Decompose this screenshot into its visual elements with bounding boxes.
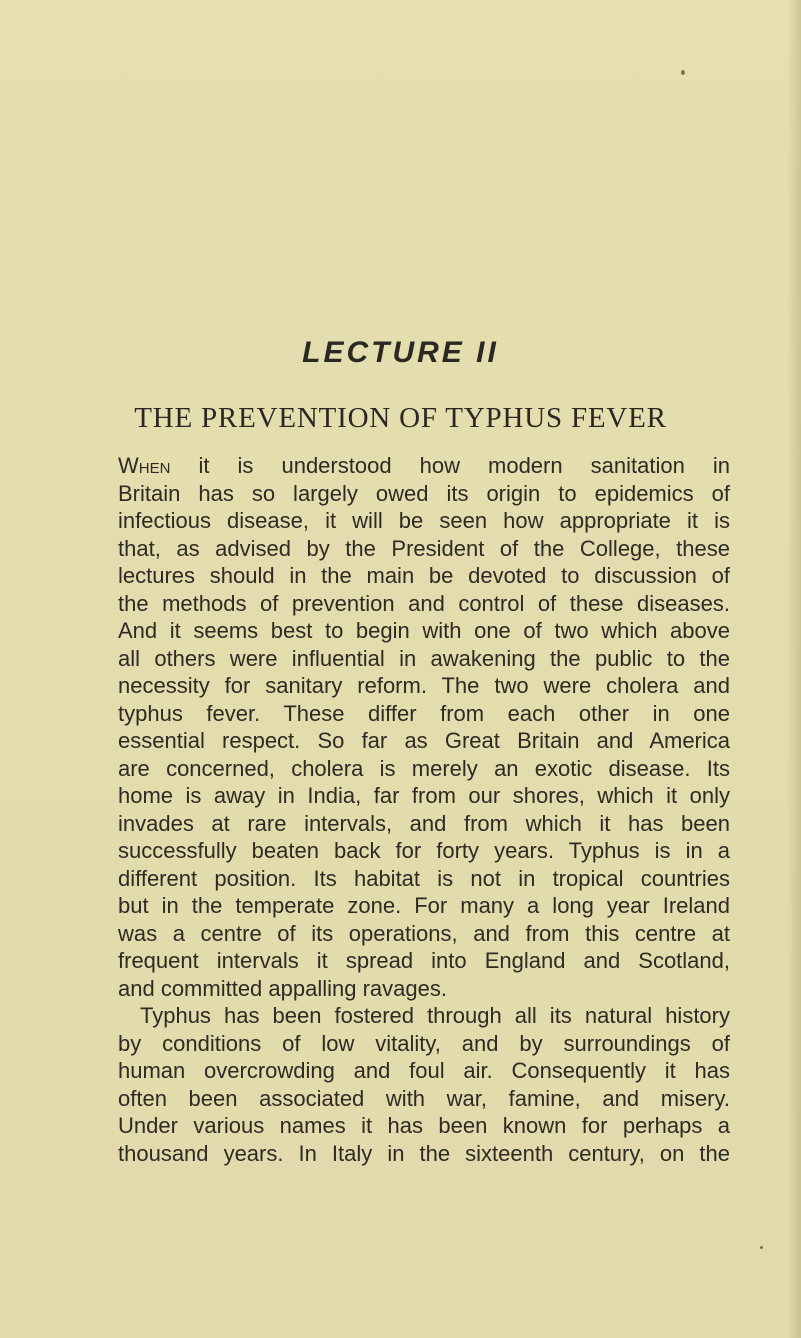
chapter-title: THE PREVENTION OF TYPHUS FEVER — [134, 402, 667, 434]
text-line: different position. Its habitat is not in tropical countries — [118, 865, 730, 891]
text-line: but in the temperate zone. For many a long year Ireland — [118, 893, 730, 918]
text-line-rest: it is understood how modern sanitation in — [170, 453, 730, 478]
text-line: Typhus has been fostered through all its natural history — [140, 1003, 730, 1028]
text-line: necessity for sanitary reform. The two were cholera and — [118, 673, 730, 698]
text-line: frequent intervals it spread into England and Scotland, — [118, 948, 730, 973]
text-line: and committed appalling ravages. — [118, 975, 447, 1001]
text-line — [118, 452, 730, 480]
text-line: was a centre of its operations, and from this centre at — [118, 920, 730, 946]
text-line: thousand years. In Italy in the sixteenth century, on the — [118, 1140, 730, 1166]
text-line: Under various names it has been known for perhaps a — [118, 1113, 730, 1138]
text-line: that, as advised by the President of the College, these — [118, 535, 730, 561]
text-line: And it seems best to begin with one of two which above — [118, 618, 730, 643]
paper-speck — [760, 1246, 763, 1249]
lecture-heading: LECTURE II — [302, 336, 499, 369]
text-line: often been associated with war, famine, and misery. — [118, 1085, 730, 1111]
text-line: the methods of prevention and control of these diseases. — [118, 590, 730, 616]
text-line: Britain has so largely owed its origin to epidemics of — [118, 480, 730, 506]
text-line: essential respect. So far as Great Britain and America — [118, 728, 730, 753]
body-text — [118, 452, 730, 1167]
paragraph-2 — [118, 1002, 730, 1167]
page-edge-shadow — [787, 0, 801, 1338]
text-line: infectious disease, it will be seen how appropriate it is — [118, 508, 730, 533]
text-line: home is away in India, far from our shores, which it only — [118, 783, 730, 808]
dropcap-word: When — [118, 453, 171, 478]
text-line: lectures should in the main be devoted to discussion of — [118, 563, 730, 588]
paper-speck — [681, 70, 685, 75]
text-line: all others were influential in awakening the public to the — [118, 645, 730, 671]
text-line: by conditions of low vitality, and by surroundings of — [118, 1030, 730, 1056]
text-line: are concerned, cholera is merely an exotic disease. Its — [118, 755, 730, 781]
text-line: human overcrowding and foul air. Consequently it has — [118, 1058, 730, 1083]
paragraph-1 — [118, 452, 730, 1002]
text-line: invades at rare intervals, and from which it has been — [118, 810, 730, 836]
text-line: successfully beaten back for forty years. Typhus is in a — [118, 838, 730, 863]
text-line: typhus fever. These differ from each other in one — [118, 700, 730, 726]
